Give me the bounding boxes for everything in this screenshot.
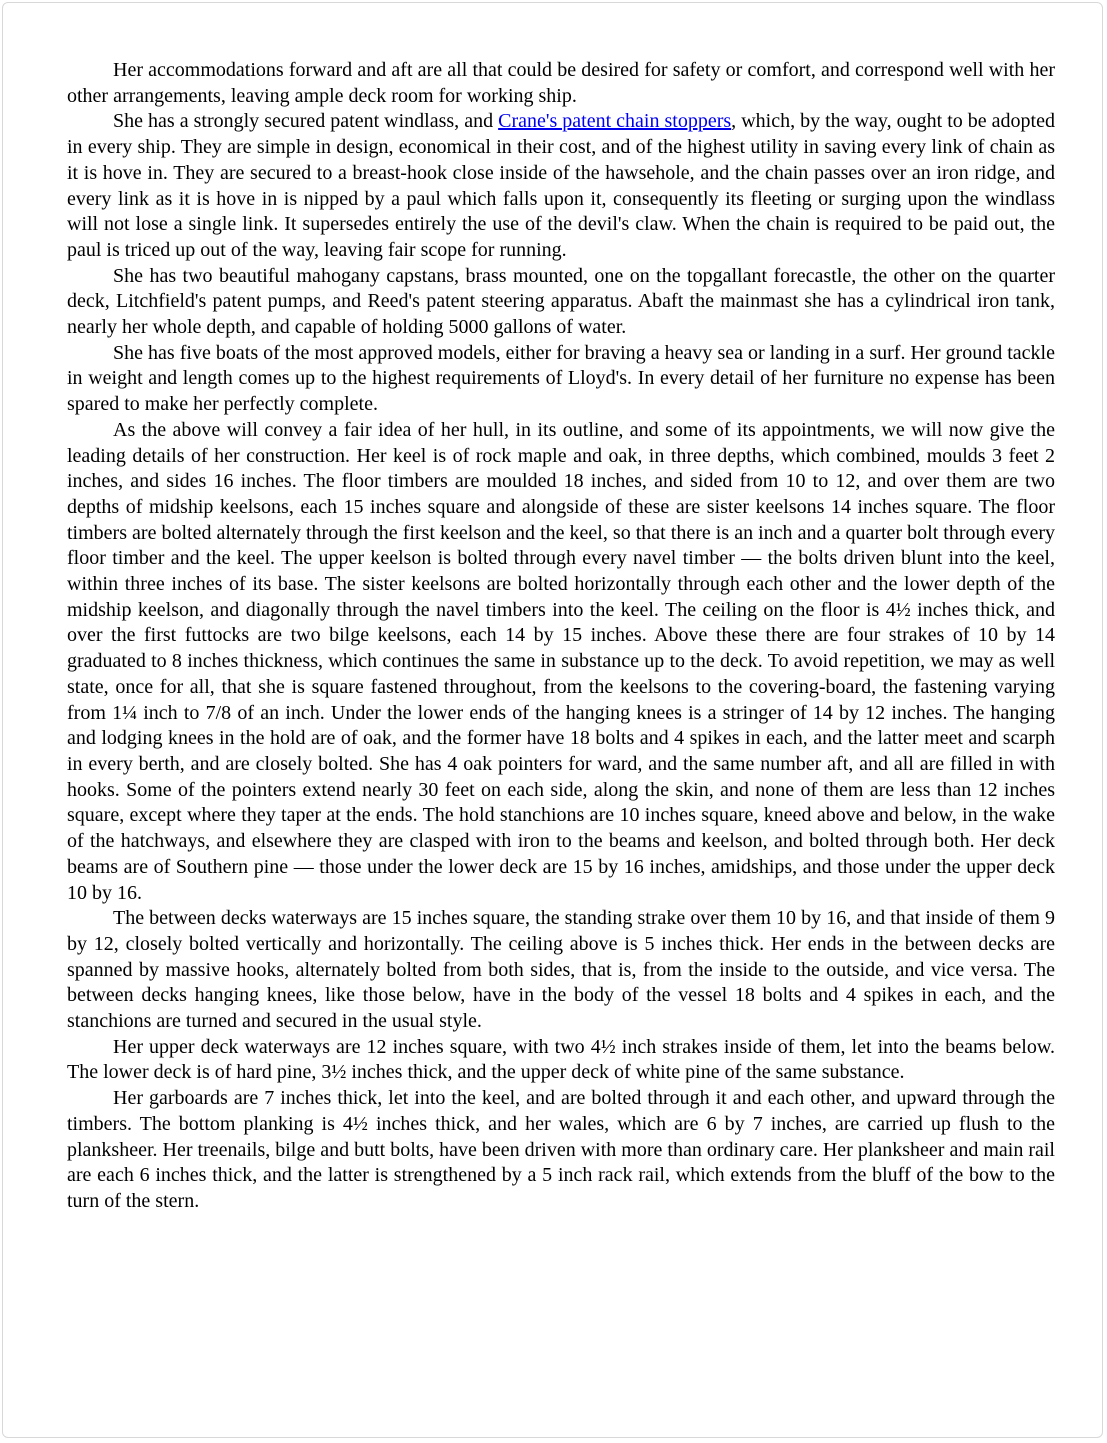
paragraph-boats — [67, 341, 1055, 418]
paragraph-upper-deck — [67, 1035, 1055, 1086]
paragraph-construction — [67, 418, 1055, 906]
paragraph-capstans — [67, 264, 1055, 341]
paragraph-text: , which, by the way, ought to be adopted in every ship. They are simple in design, economical in their cost, and of the highest utility in saving every link of chain as it is hove in. They are secured to a breast-hook close inside of the hawsehole, and the chain passes over an iron ridge, and every link as it is hove in is nipped by a paul which falls upon it, consequently its fleeting or surging upon the windlass will not lose a single link. It supersedes entirely the use of the devil's claw. When the chain is required to be paid out, the paul is triced up out of the way, leaving fair scope for running. — [67, 110, 1055, 261]
paragraph-accommodations — [67, 58, 1055, 109]
article-text — [67, 58, 1055, 1215]
paragraph-text: Her upper deck waterways are 12 inches square, with two 4½ inch strakes inside of them, let into the beams below. The lower deck is of hard pine, 3½ inches thick, and the upper deck of white pine of the same substance. — [67, 1035, 1055, 1084]
document-page — [2, 2, 1103, 1438]
paragraph-between-decks — [67, 906, 1055, 1035]
paragraph-garboards — [67, 1086, 1055, 1215]
cranes-patent-chain-stoppers-link[interactable]: Crane's patent chain stoppers — [498, 110, 732, 133]
paragraph-text: She has five boats of the most approved models, either for braving a heavy sea or landing in a surf. Her ground tackle in weight and length comes up to the highest requirements of Lloyd's. In every detail of her furniture no expense has been spared to make her perfectly complete. — [67, 341, 1055, 416]
paragraph-text: Her accommodations forward and aft are all that could be desired for safety or comfort, and correspond well with her other arrangements, leaving ample deck room for working ship. — [67, 59, 1055, 107]
paragraph-text: Her garboards are 7 inches thick, let into the keel, and are bolted through it and each other, and upward through the timbers. The bottom planking is 4½ inches thick, and her wales, which are 6 by 7 inches, are carried up flush to the planksheer. Her treenails, bilge and butt bolts, have been driven with more than ordinary care. Her planksheer and main rail are each 6 inches thick, and the latter is strengthened by a 5 inch rack rail, which extends from the bluff of the bow to the turn of the stern. — [67, 1087, 1055, 1212]
paragraph-text: She has two beautiful mahogany capstans, brass mounted, one on the topgallant forecastle, the other on the quarter deck, Litchfield's patent pumps, and Reed's patent steering apparatus. Abaft the mainmast she has a cylindrical iron tank, nearly her whole depth, and capable of holding 5000 gallons of water. — [67, 264, 1055, 339]
paragraph-text: She has a strongly secured patent windlass, and — [113, 110, 499, 133]
paragraph-windlass — [67, 109, 1055, 263]
paragraph-text: As the above will convey a fair idea of her hull, in its outline, and some of its appointments, we will now give the leading details of her construction. Her keel is of rock maple and oak, in three depths, which combined, moulds 3 feet 2 inches, and sides 16 inches. The floor timbers are moulded 18 inches, and sided from 10 to 12, and over them are two depths of midship keelsons, each 15 inches square and alongside of these are sister keelsons 14 inches square. The floor timbers are bolted alternately through the first keelson and the keel, so that there is an inch and a quarter bolt through every floor timber and the keel. The upper keelson is bolted through every navel timber — the bolts driven blunt into the keel, within three inches of its base. The sister keelsons are bolted horizontally through each other and the lower depth of the midship keelson, and diagonally through the navel timbers into the keel. The ceiling on the floor is 4½ inches thick, and over the first futtocks are two bilge keelsons, each 14 by 15 inches. Above these there are four strakes of 10 by 14 graduated to 8 inches thickness, which continues the same in substance up to the deck. To avoid repetition, we may as well state, once for all, that she is square fastened throughout, from the keelsons to the covering-board, the fastening varying from 1¼ inch to 7/8 of an inch. Under the lower ends of the hanging knees is a stringer of 14 by 12 inches. The hanging and lodging knees in the hold are of oak, and the former have 18 bolts and 4 spikes in each, and the latter meet and scarph in every berth, and are closely bolted. She has 4 oak pointers for ward, and the same number aft, and all are filled in with hooks. Some of the pointers extend nearly 30 feet on each side, along the skin, and none of them are less than 12 inches square, except where they taper at the ends. The hold stanchions are 10 inches square, kneed above and below, in the wake of the hatchways, and elsewhere they are clasped with iron to the beams and keelson, and bolted through both. Her deck beams are of Southern pine — those under the lower deck are 15 by 16 inches, amidships, and those under the upper deck 10 by 16. — [67, 418, 1055, 904]
paragraph-text: The between decks waterways are 15 inches square, the standing strake over them 10 by 16, and that inside of them 9 by 12, closely bolted vertically and horizontally. The ceiling above is 5 inches thick. Her ends in the between decks are spanned by massive hooks, alternately bolted from both sides, that is, from the inside to the outside, and vice versa. The between decks hanging knees, like those below, have in the body of the vessel 18 bolts and 4 spikes in each, and the stanchions are turned and secured in the usual style. — [67, 907, 1055, 1033]
